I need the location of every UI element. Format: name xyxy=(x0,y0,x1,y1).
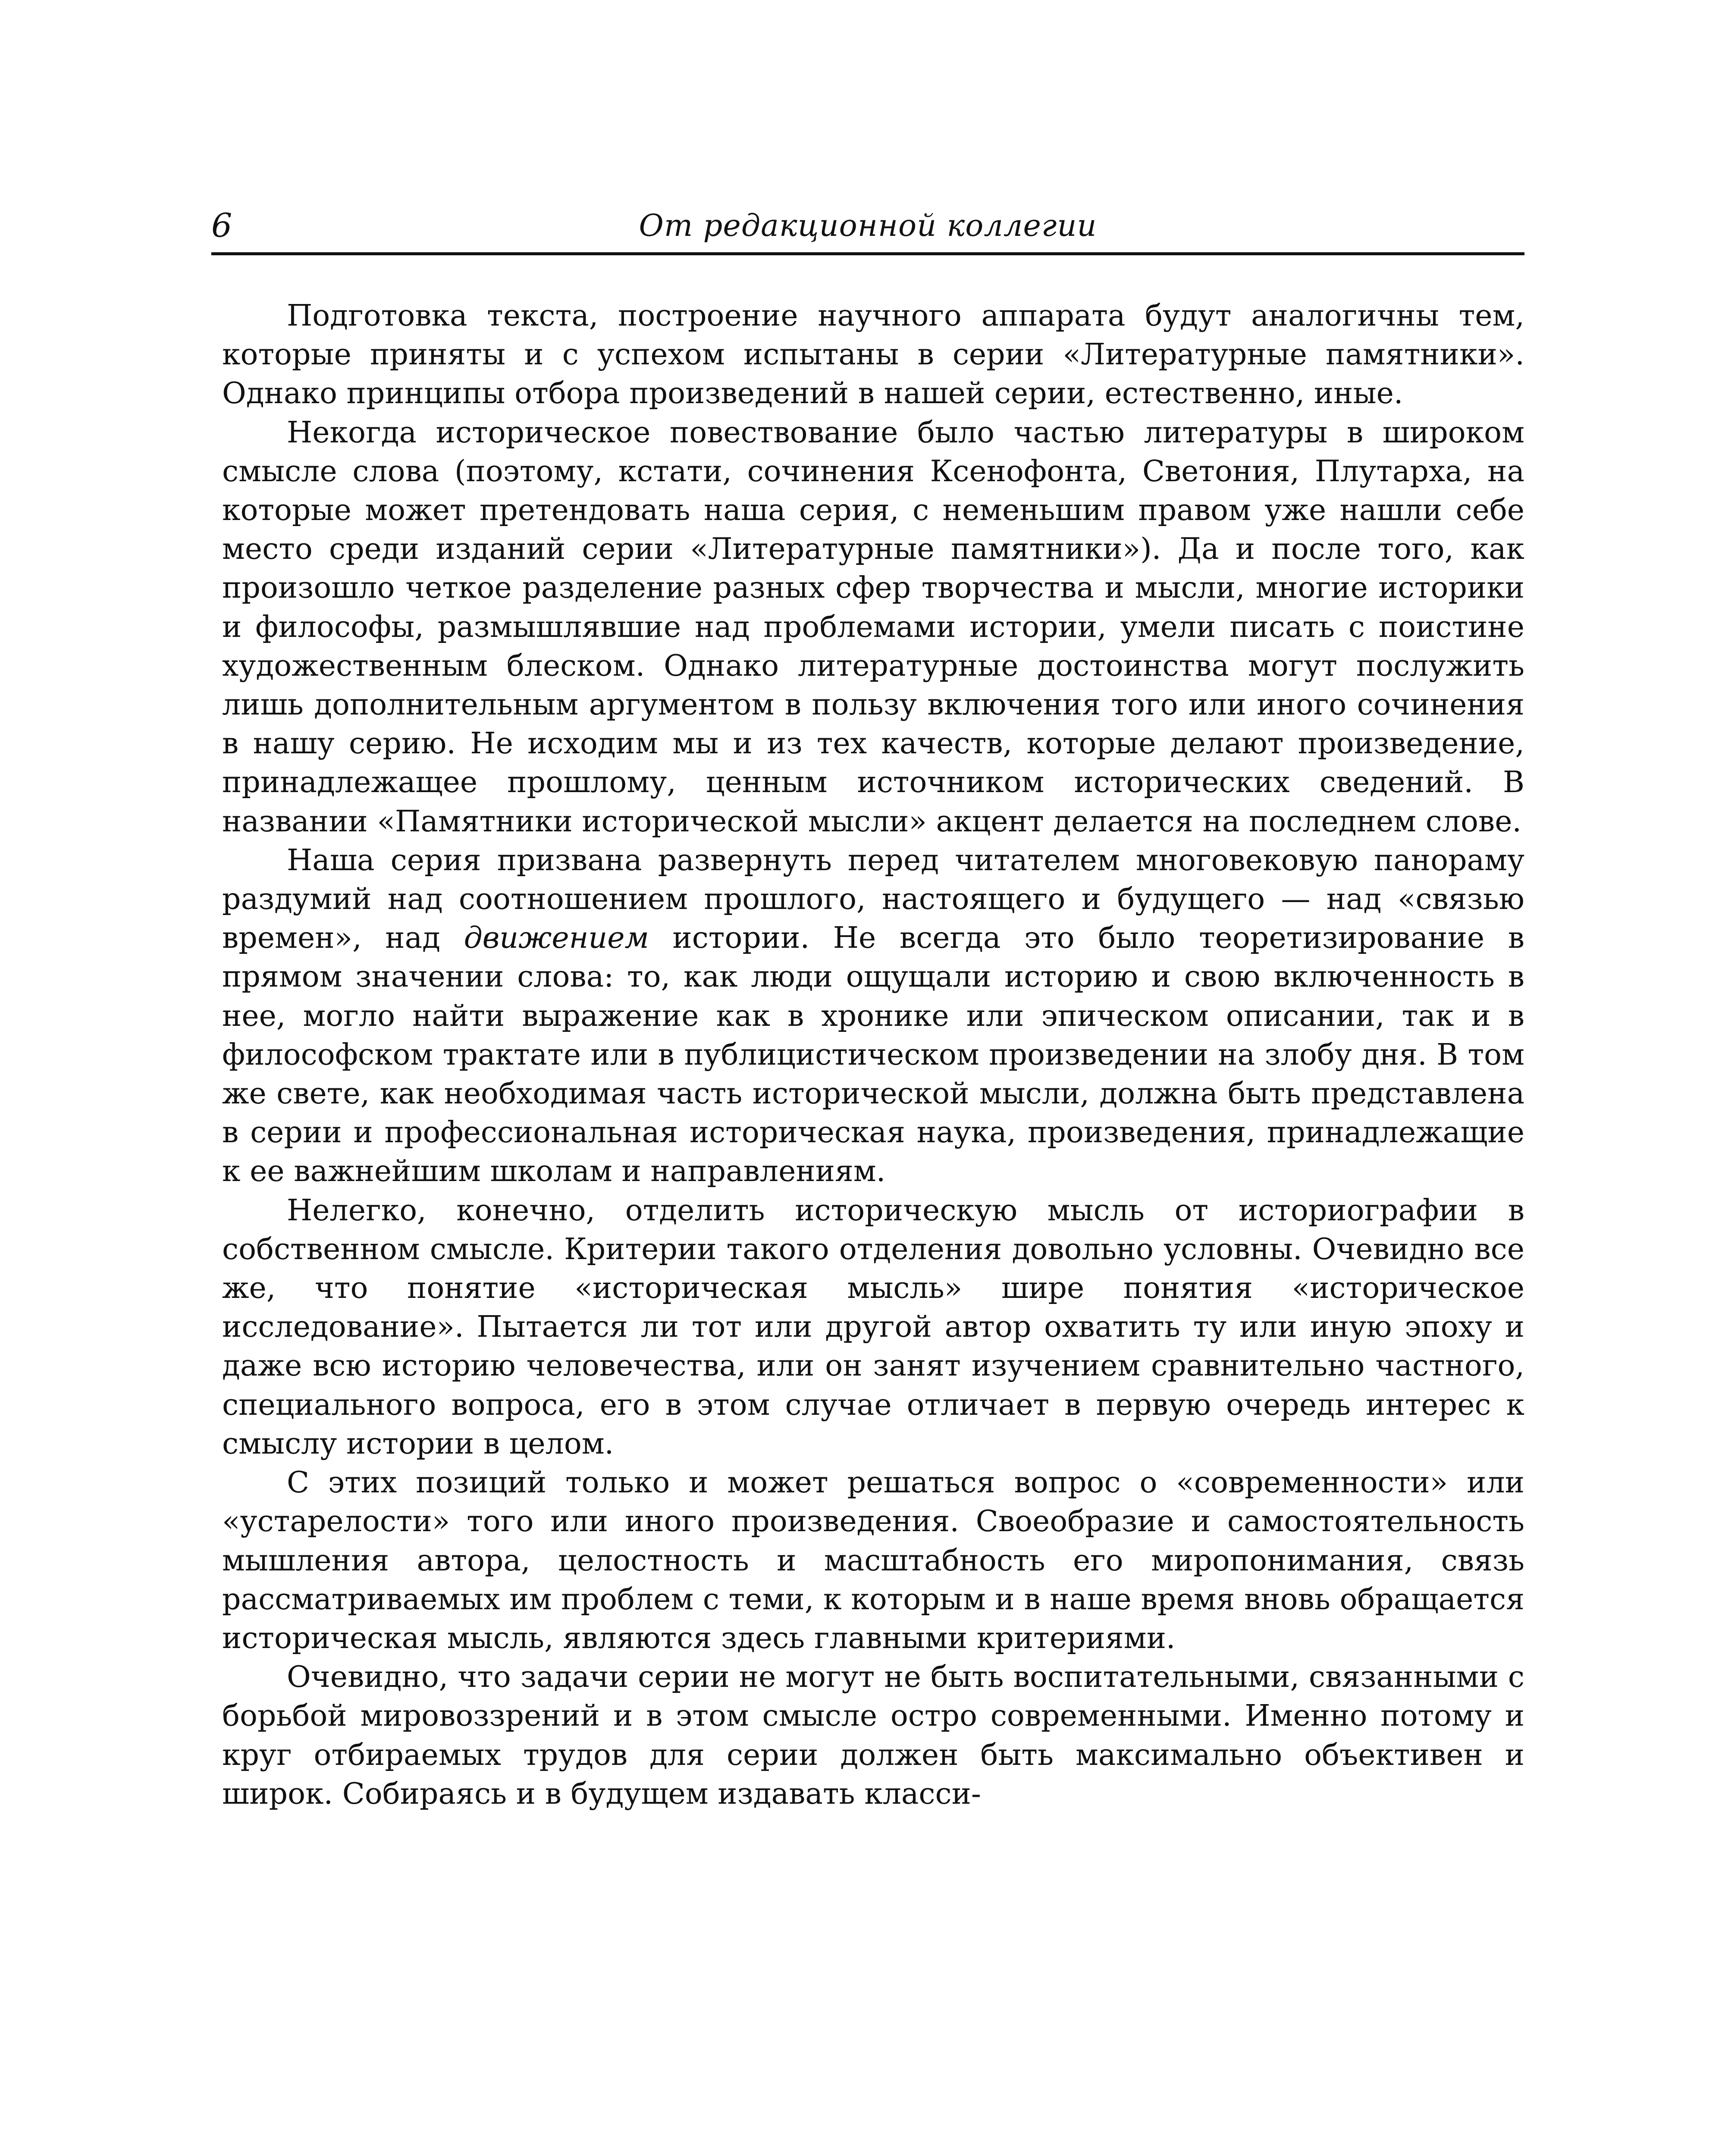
paragraph-4: Нелегко, конечно, отделить историческую мысль от историографии в собственном смысле. Критерии такого отделения довольно условны. Очевидно все же, что понятие «историческая мысль» шире понятия «историческое исследование». Пытается ли тот или другой автор охватить ту или иную эпоху и даже всю историю человечества, или он занят изучением сравнительно частного, специального вопроса, его в этом случае отличает в первую очередь интерес к смыслу истории в целом. xyxy=(222,1193,1524,1461)
paragraph-2: Некогда историческое повествование было частью литературы в широком смысле слова (поэтому, кстати, сочинения Ксенофонта, Светония, Плутарха, на которые может претендовать наша серия, с неменьшим правом уже нашли себе место среди изданий серии «Литературные памятники»). Да и после того, как произошло четкое разделение разных сфер творчества и мысли, многие историки и философы, размышлявшие над проблемами истории, умели писать с поистине художественным блеском. Однако литературные достоинства могут послужить лишь дополнительным аргументом в пользу включения того или иного сочинения в нашу серию. Не исходим мы и из тех качеств, которые делают произведение, принадлежащее прошлому, ценным источником исторических сведений. В названии «Памятники исторической мысли» акцент делается на последнем слове. xyxy=(222,415,1524,839)
body-text xyxy=(222,297,1524,1814)
running-title: От редакционной коллегии xyxy=(639,208,1097,243)
paragraph-6: Очевидно, что задачи серии не могут не быть воспитательными, связанными с борьбой мировоззрений и в этом смысле остро современными. Именно потому и круг отбираемых трудов для серии должен быть максимально объективен и широк. Собираясь и в будущем издавать класси- xyxy=(222,1660,1524,1811)
page-header xyxy=(211,202,1524,249)
paragraph-3-start: Наша серия призвана развернуть перед читателем многовековую панораму раздумий над соотношением прошлого, настоящего и будущего — над «связью времен», над xyxy=(222,843,1524,956)
paragraph-3-end: истории. Не всегда это было теоретизирование в прямом значении слова: то, как люди ощущали историю и свою включенность в нее, могло найти выражение как в хронике или эпическом описании, так и в философском трактате или в публицистическом произведении на злобу дня. В том же свете, как необходимая часть исторической мысли, должна быть представлена в серии и профессиональная историческая наука, произведения, принадлежащие к ее важнейшим школам и направлениям. xyxy=(222,921,1524,1189)
paragraph-5: С этих позиций только и может решаться вопрос о «современности» или «устарелости» того или иного произведения. Своеобразие и самостоятельность мышления автора, целостность и масштабность его миропонимания, связь рассматриваемых им проблем с теми, к которым и в наше время вновь обращается историческая мысль, являются здесь главными критериями. xyxy=(222,1466,1524,1655)
emphasized-word: движением xyxy=(464,921,649,956)
paragraph-3 xyxy=(222,841,1524,1191)
header-rule xyxy=(211,252,1524,255)
page-number: 6 xyxy=(211,206,232,244)
paragraph-1: Подготовка текста, построение научного аппарата будут аналогичны тем, которые приняты и с успехом испытаны в серии «Литературные памятники». Однако принципы отбора произведений в нашей серии, естественно, иные. xyxy=(222,299,1524,411)
